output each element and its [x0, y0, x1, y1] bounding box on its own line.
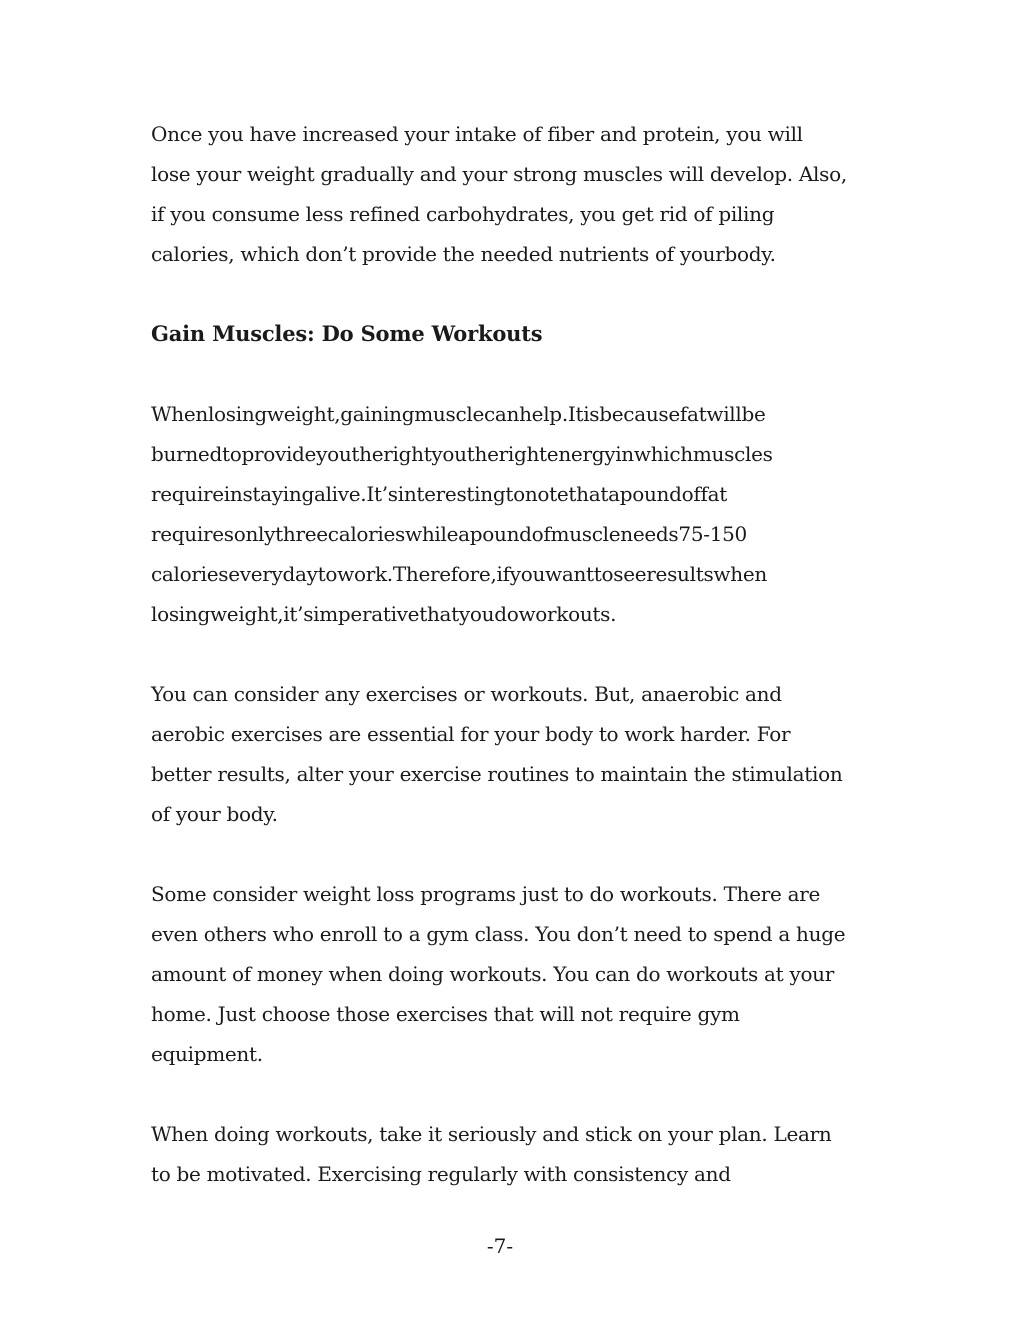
text-line: Whenlosingweight,gainingmusclecanhelp.Itisbecausefatwillbe: [151, 402, 766, 426]
text-line: burnedtoprovideyoutherightyoutherightenergyinwhichmuscles: [151, 442, 773, 466]
paragraph-motivation: [151, 1114, 881, 1194]
document-page: [151, 114, 881, 1234]
paragraph-fiber-protein: [151, 114, 881, 274]
text-line: to be motivated. Exercising regularly with consistency and: [151, 1162, 731, 1186]
text-line: You can consider any exercises or workouts. But, anaerobic and: [151, 682, 782, 706]
text-line: calorieseverydaytowork.Therefore,ifyouwanttoseeresultswhen: [151, 562, 767, 586]
text-line: equipment.: [151, 1042, 263, 1066]
text-line: requireinstayingalive.It’sinterestingtonotethatapoundoffat: [151, 482, 727, 506]
paragraph-losing-weight: [151, 394, 881, 634]
page-number: -7-: [486, 1234, 514, 1258]
paragraph-programs: [151, 874, 881, 1074]
text-line: better results, alter your exercise routines to maintain the stimulation: [151, 762, 843, 786]
paragraph-exercises: [151, 674, 881, 834]
text-line: of your body.: [151, 802, 278, 826]
text-line: Once you have increased your intake of fiber and protein, you will: [151, 122, 803, 146]
text-line: if you consume less refined carbohydrates, you get rid of piling: [151, 202, 775, 226]
text-line: losingweight,it’simperativethatyoudoworkouts.: [151, 602, 617, 626]
text-line: lose your weight gradually and your strong muscles will develop. Also,: [151, 162, 847, 186]
text-line: Some consider weight loss programs just to do workouts. There are: [151, 882, 821, 906]
text-line: even others who enroll to a gym class. You don’t need to spend a huge: [151, 922, 846, 946]
text-line: aerobic exercises are essential for your body to work harder. For: [151, 722, 791, 746]
text-line: requiresonlythreecalorieswhileapoundofmuscleneeds75-150: [151, 522, 747, 546]
text-line: amount of money when doing workouts. You can do workouts at your: [151, 962, 835, 986]
text-line: When doing workouts, take it seriously and stick on your plan. Learn: [151, 1122, 832, 1146]
text-line: home. Just choose those exercises that will not require gym: [151, 1002, 740, 1026]
text-line: calories, which don’t provide the needed nutrients of yourbody.: [151, 242, 776, 266]
section-heading: Gain Muscles: Do Some Workouts: [151, 321, 543, 346]
